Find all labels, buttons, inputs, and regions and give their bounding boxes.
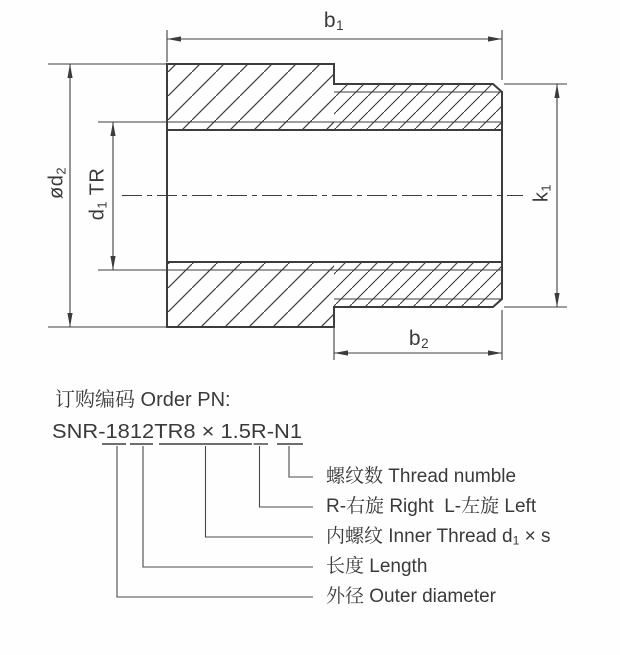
d1-sub: 1 bbox=[94, 201, 110, 209]
b2-base: b bbox=[408, 327, 422, 350]
hatch-top-right bbox=[334, 84, 502, 130]
d2-dim-label bbox=[46, 167, 69, 199]
order-code-text: SNR-1812TR8 × 1.5R-N1 bbox=[52, 421, 302, 443]
k1-sub: 1 bbox=[538, 183, 554, 192]
b1-sub: 1 bbox=[336, 17, 345, 33]
order-pn-heading: 订购编码 Order PN: bbox=[55, 389, 231, 411]
k1-base: k bbox=[530, 191, 553, 203]
callout-thread-number: 螺纹数 Thread numble bbox=[326, 466, 517, 487]
inner-thread-sub: 1 bbox=[512, 533, 520, 548]
d2-base: ød bbox=[45, 174, 68, 199]
leader-outer-diameter bbox=[117, 446, 313, 597]
callout-leaders bbox=[117, 446, 313, 597]
hatch-bottom-left bbox=[167, 262, 334, 327]
tr-suffix: TR bbox=[86, 167, 109, 202]
callout-length: 长度 Length bbox=[326, 556, 428, 577]
callout-outer-diameter: 外径 Outer diameter bbox=[326, 586, 496, 607]
leader-thread-number bbox=[289, 446, 313, 477]
callout-rotation: R-右旋 Right L-左旋 Left bbox=[326, 496, 537, 517]
callout-inner-thread bbox=[326, 526, 551, 552]
b2-sub: 2 bbox=[421, 335, 430, 351]
d2-sub: 2 bbox=[53, 167, 69, 175]
d1-base: d bbox=[86, 208, 109, 221]
hatch-bottom-right bbox=[334, 262, 502, 307]
inner-thread-suffix: × s bbox=[519, 526, 551, 547]
d1-tr-dim-label bbox=[87, 168, 110, 221]
b2-dim-label bbox=[409, 327, 429, 351]
hatch-top-left bbox=[167, 64, 334, 130]
k1-dim-label bbox=[531, 184, 554, 202]
b1-base: b bbox=[323, 9, 337, 32]
b1-dim-label bbox=[324, 9, 344, 33]
inner-thread-prefix: 内螺纹 Inner Thread d bbox=[326, 526, 513, 547]
